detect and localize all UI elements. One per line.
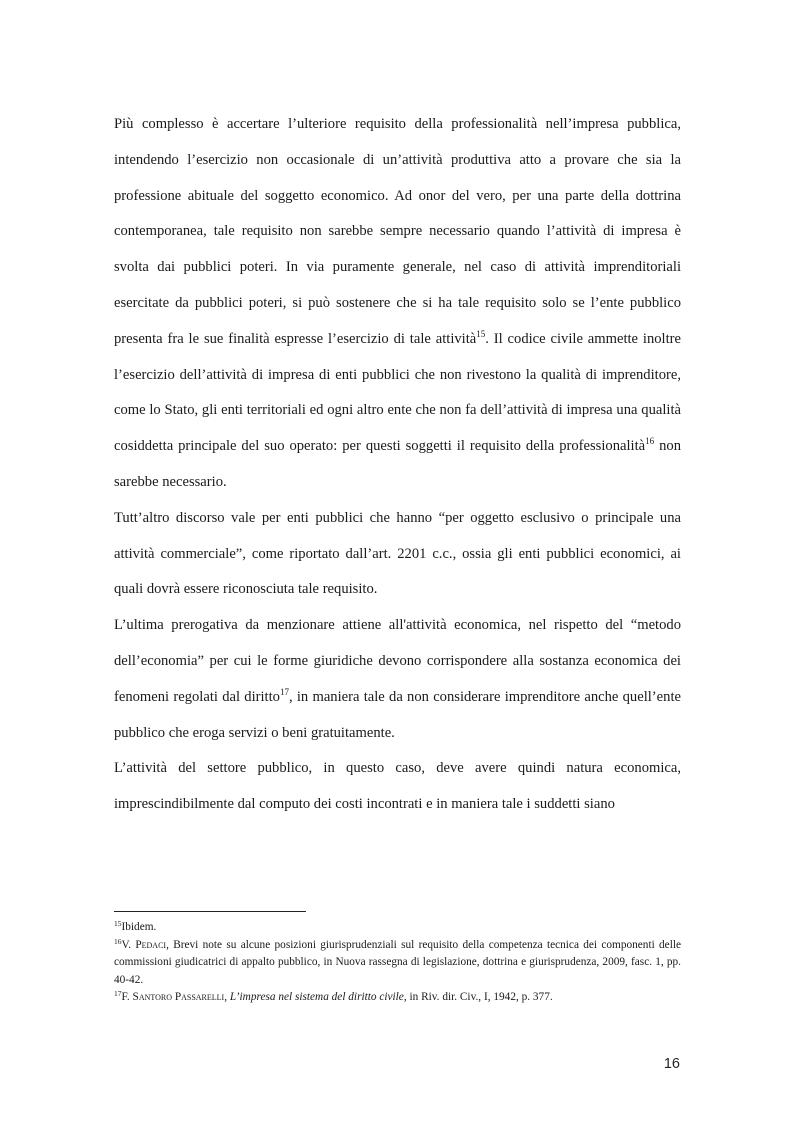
footnotes [114,919,681,1007]
footnote-15: $^{15}$Ibidem. [114,919,157,933]
footnote-17: $^{17}$F. Santoro Passarelli, L’impresa nel sistema del diritto civile, in Riv. dir. Civ., I, 1942, p. 377. [114,989,553,1003]
footnote-separator [114,911,306,912]
footnote-ref-16[interactable]: 16 [645,436,655,447]
paragraph-2: Tutt’altro discorso vale per enti pubblici che hanno “per oggetto esclusivo o principale una attività commerciale”, come riportato dall’art. 2201 c.c., ossia gli enti pubblici economici, ai quali dovrà essere riconosciuta tale requisito. [114,509,681,598]
footnote-ref-17[interactable]: 17 [279,686,289,697]
footnote-16: $^{16}$V. Pedaci, Brevi note su alcune posizioni giurisprudenziali sul requisito della competenza tecnica dei componenti delle commissioni giudicatrici di appalto pubblico, in Nuova rassegna di legislazione, dottrina e giurisprudenza, 2009, fasc. 1, pp. 40-42. [114,936,681,986]
paragraph-4: L’attività del settore pubblico, in questo caso, deve avere quindi natura economica, imprescindibilmente dal computo dei costi incontrati e in maniera tale i suddetti siano [114,760,681,813]
body-text [114,107,681,823]
footnote-ref-15[interactable]: 15 [476,328,486,339]
paragraph-3: L’ultima prerogativa da menzionare attiene all'attività economica, nel rispetto del “metodo dell’economia” per cui le forme giuridiche devono corrispondere alla sostanza economica dei fenomeni regolati dal diritto$^{17}$, in maniera tale da non considerare imprenditore anche quell’ente pubblico che eroga servizi o beni gratuitamente. [114,617,681,741]
page-number: 16 [663,1056,680,1072]
paragraph-1: Più complesso è accertare l’ulteriore requisito della professionalità nell’impresa pubblica, intendendo l’esercizio non occasionale di un’attività produttiva atto a provare che sia la professione abituale del soggetto economico. Ad onor del vero, per una parte della dottrina contemporanea, tale requisito non sarebbe sempre necessario quando l’attività di impresa è svolta dai pubblici poteri. In via puramente generale, nel caso di attività imprenditoriali esercitate da pubblici poteri, si può sostenere che si ha tale requisito solo se l’ente pubblico presenta fra le sue finalità espresse l’esercizio di tale attività$^{15}$. Il codice civile ammette inoltre l’esercizio dell’attività di impresa di enti pubblici che non rivestono la qualità di imprenditore, come lo Stato, gli enti territoriali ed ogni altro ente che non fa dell’attività di impresa una qualità cosiddetta principale del suo operato: per questi soggetti il requisito della professionalità$^{16}$ non sarebbe necessario. [114,116,681,490]
